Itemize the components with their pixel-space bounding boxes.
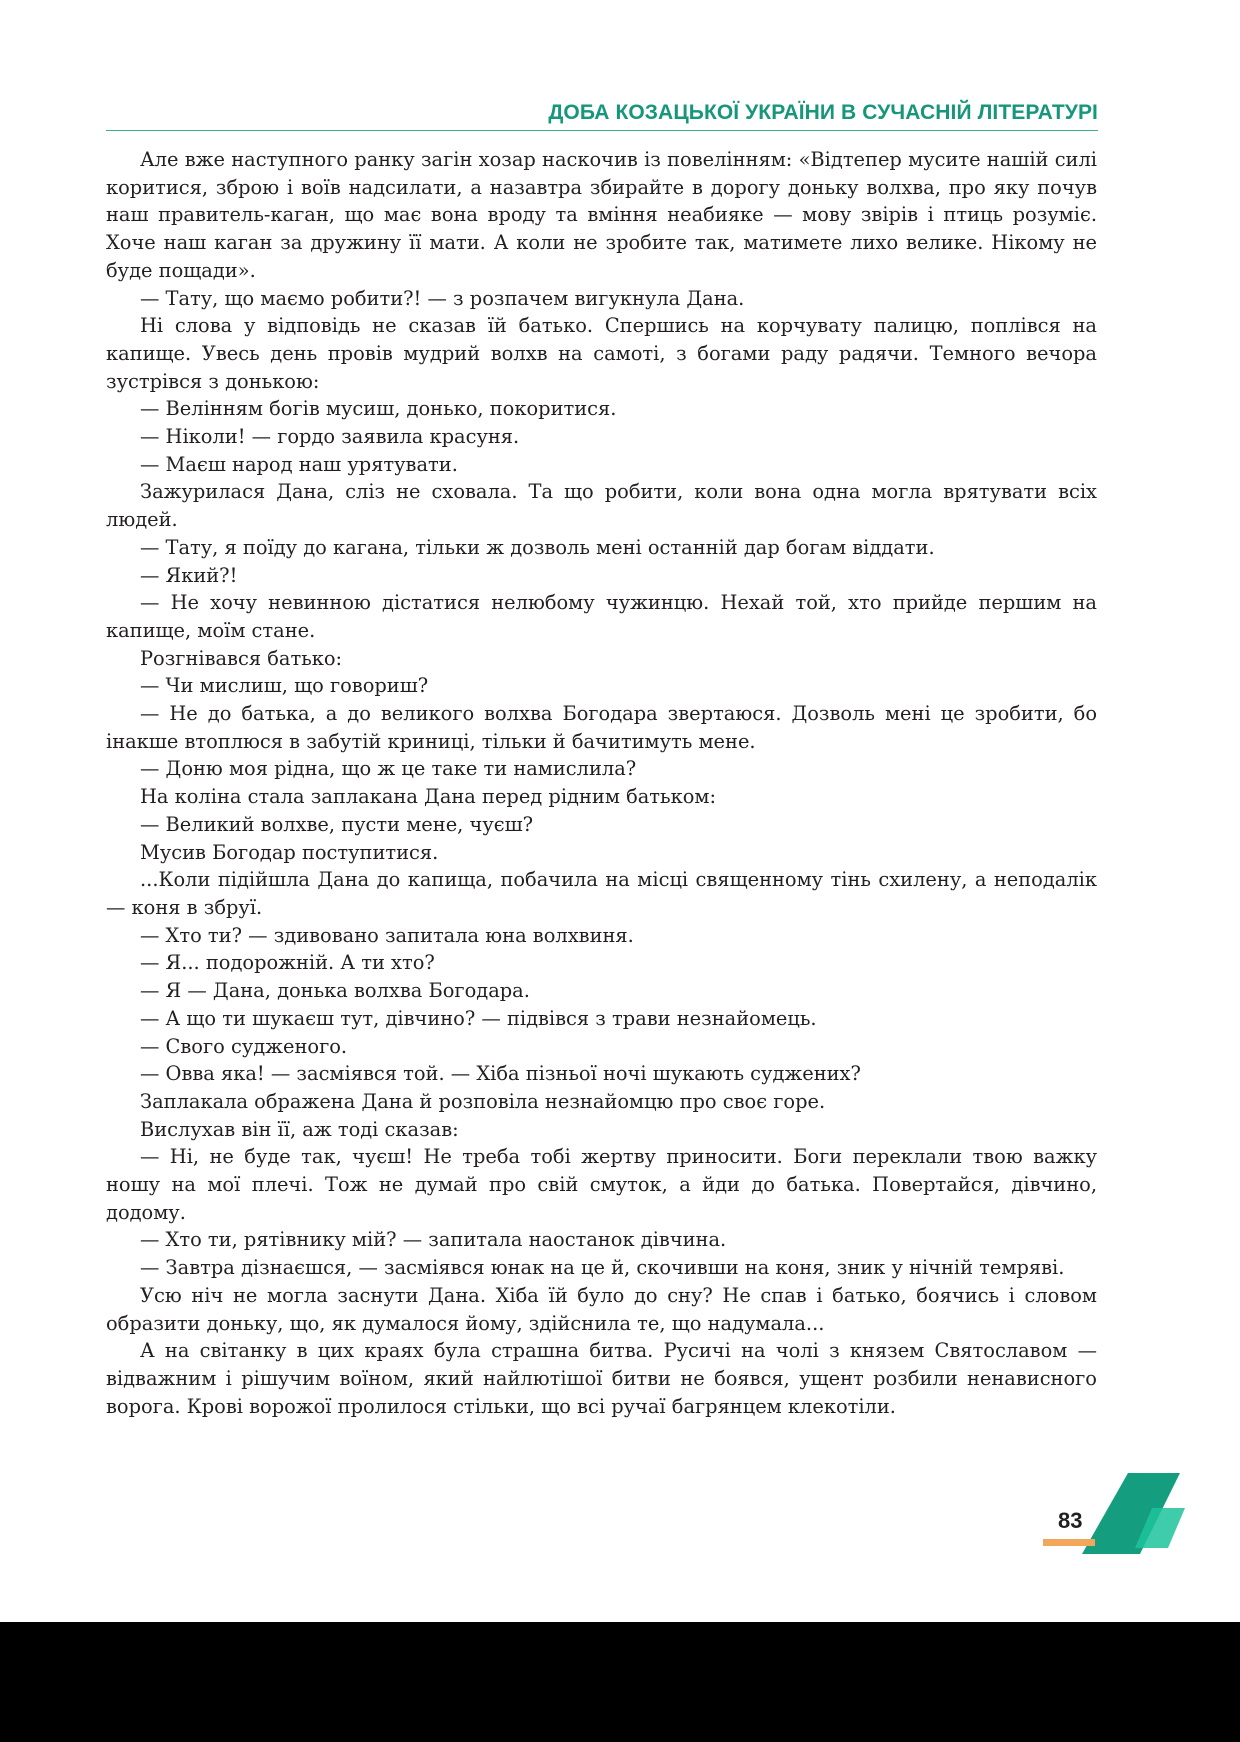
paragraph: — Великий волхве, пусти мене, чуєш? — [140, 812, 534, 836]
paragraph: Мусив Богодар поступитися. — [140, 840, 439, 864]
paragraph: — Чи мислиш, що говориш? — [140, 674, 429, 698]
bottom-black-band — [0, 1622, 1240, 1742]
paragraph: — Ніколи! — гордо заявила красуня. — [140, 425, 520, 449]
paragraph: — Не до батька, а до великого волхва Богодара звертаюся. Дозволь мені це зробити, бо інакше втоплюся в забутій криниці, тільки й бачитимуть мене. — [106, 702, 1097, 753]
running-header: ДОБА КОЗАЦЬКОЇ УКРАЇНИ В СУЧАСНІЙ ЛІТЕРАТУРІ — [548, 101, 1098, 124]
paragraph: — Маєш народ наш урятувати. — [140, 452, 458, 476]
paragraph: — Хто ти, рятівнику мій? — запитала наостанок дівчина. — [140, 1228, 727, 1252]
paragraph: Вислухав він її, аж тоді сказав: — [140, 1117, 459, 1141]
paragraph: — Ні, не буде так, чуєш! Не треба тобі жертву приносити. Боги переклали твою важку ношу на мої плечі. Тож не думай про свій смуток, а йди до батька. Повертайся, дівчино, додому. — [106, 1145, 1097, 1224]
paragraph: — Свого судженого. — [140, 1034, 348, 1058]
paragraph: Ні слова у відповідь не сказав їй батько. Спершись на корчувату палицю, поплівся на капище. Увесь день провів мудрий волхв на самоті, з богами раду радячи. Темного вечора зустрівся з донькою: — [106, 314, 1097, 393]
body-text — [106, 146, 1097, 1420]
paragraph: Зажурилася Дана, сліз не сховала. Та що робити, коли вона одна могла врятувати всіх людей. — [106, 480, 1097, 532]
paragraph: Розгнівався батько: — [140, 646, 343, 670]
paragraph: — Я... подорожній. А ти хто? — [140, 951, 435, 975]
page-number: 83 — [1058, 1508, 1083, 1533]
paragraph: — Який?! — [140, 563, 238, 587]
paragraph: ...Коли підійшла Дана до капища, побачила на місці священному тінь схилену, а неподалік — коня в збруї. — [106, 868, 1097, 919]
paragraph: А на світанку в цих краях була страшна битва. Русичі на чолі з князем Святославом — відважним і рішучим воїном, який найлютішої битви не боявся, ущент розбили ненависного ворога. Крові ворожої пролилося стільки, що всі ручаї багрянцем клекотіли. — [106, 1339, 1097, 1418]
paragraph: — Тату, я поїду до кагана, тільки ж дозволь мені останній дар богам віддати. — [140, 535, 935, 559]
paragraph: Але вже наступного ранку загін хозар наскочив із повелінням: «Відтепер мусите нашій силі коритися, зброю і воїв надсилати, а назавтра збирайте в дорогу доньку волхва, про яку почув наш правитель-каган, що має вона вроду та вміння неабияке — мову звірів і птиць розуміє. Хоче наш каган за дружину її мати. А коли не зробите так, матимете лихо велике. Нікому не буде пощади». — [106, 148, 1097, 282]
paragraph: — Доню моя рідна, що ж це таке ти намислила? — [140, 757, 637, 781]
paragraph: На коліна стала заплакана Дана перед рідним батьком: — [140, 785, 716, 809]
paragraph: — Не хочу невинною дістатися нелюбому чужинцю. Нехай той, хто прийде першим на капище, моїм стане. — [106, 591, 1097, 642]
paragraph: Усю ніч не могла заснути Дана. Хіба їй було до сну? Не спав і батько, боячись і словом образити доньку, що, як думалося йому, здійснила те, що надумала... — [106, 1283, 1097, 1335]
paragraph: — Овва яка! — засміявся той. — Хіба пізньої ночі шукають суджених? — [140, 1062, 861, 1086]
paragraph: Заплакала ображена Дана й розповіла незнайомцю про своє горе. — [140, 1089, 826, 1113]
paragraph: — Велінням богів мусиш, донько, покоритися. — [140, 397, 617, 421]
header-rule — [106, 130, 1098, 131]
paragraph: — Хто ти? — здивовано запитала юна волхвиня. — [140, 923, 634, 947]
paragraph: — А що ти шукаєш тут, дівчино? — підвівся з трави незнайомець. — [140, 1006, 817, 1030]
paragraph: — Я — Дана, донька волхва Богодара. — [140, 979, 530, 1003]
paragraph: — Завтра дізнаєшся, — засміявся юнак на це й, скочивши на коня, зник у нічній темряві. — [140, 1256, 1065, 1280]
page-number-bar — [1043, 1539, 1095, 1546]
paragraph: — Тату, що маємо робити?! — з розпачем вигукнула Дана. — [140, 286, 745, 310]
